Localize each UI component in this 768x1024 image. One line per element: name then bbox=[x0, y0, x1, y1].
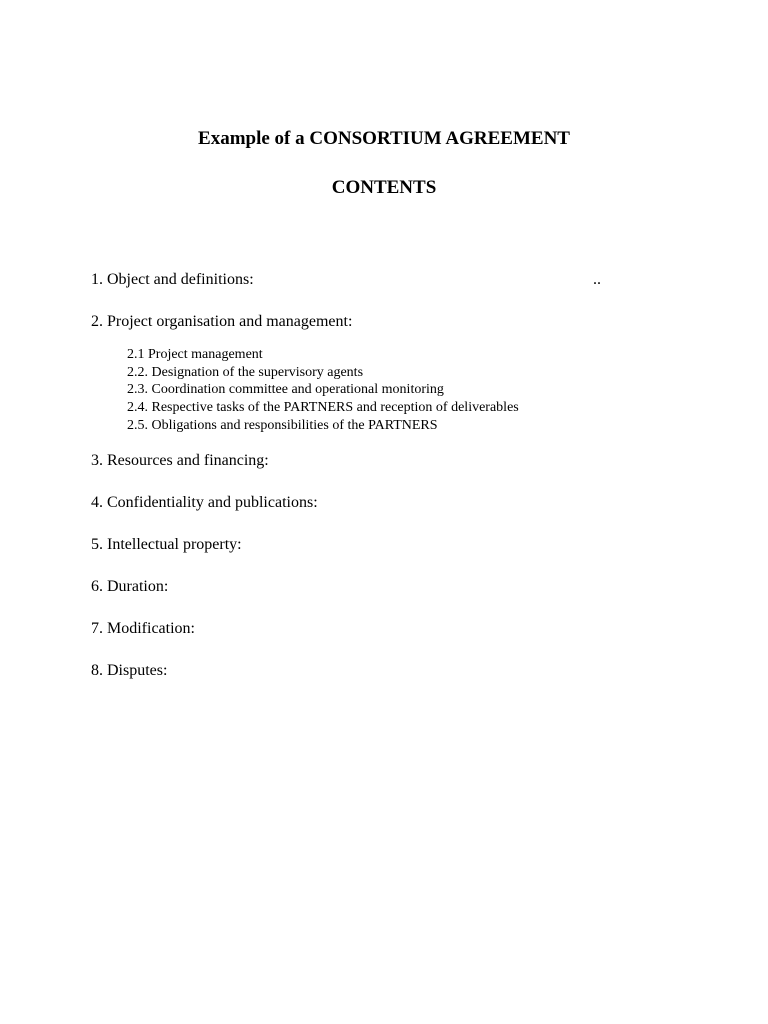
toc-item-resources-financing bbox=[91, 451, 691, 471]
toc-item-label: 4. Confidentiality and publications: bbox=[91, 493, 318, 511]
contents-heading: CONTENTS bbox=[331, 177, 437, 198]
toc-item-label: 1. Object and definitions: bbox=[91, 271, 254, 288]
toc-item-label: 7. Modification: bbox=[91, 619, 195, 637]
toc-item-leader: .. bbox=[593, 271, 601, 288]
toc-item-disputes bbox=[91, 661, 691, 681]
toc-item-label: 5. Intellectual property: bbox=[91, 535, 242, 553]
toc-item-duration bbox=[91, 577, 691, 597]
toc-subsection-list bbox=[127, 346, 691, 435]
table-of-contents bbox=[91, 270, 691, 703]
toc-item-intellectual-property bbox=[91, 535, 691, 555]
toc-item-label: 2. Project organisation and management: bbox=[91, 313, 353, 330]
toc-item-object-definitions bbox=[91, 270, 691, 290]
toc-item-project-organisation bbox=[91, 312, 691, 332]
toc-item-label: 6. Duration: bbox=[91, 577, 169, 595]
toc-subitem-project-management: 2.1 Project management bbox=[127, 347, 263, 362]
toc-item-label: 8. Disputes: bbox=[91, 661, 168, 679]
toc-item-confidentiality bbox=[91, 493, 691, 513]
toc-subitem-partner-tasks: 2.4. Respective tasks of the PARTNERS and reception of deliverables bbox=[127, 400, 519, 416]
toc-subitem-partner-obligations: 2.5. Obligations and responsibilities of the PARTNERS bbox=[127, 417, 438, 433]
toc-subitem-supervisory-agents: 2.2. Designation of the supervisory agents bbox=[127, 364, 364, 380]
toc-item-label: 3. Resources and financing: bbox=[91, 451, 269, 469]
document-title: Example of a CONSORTIUM AGREEMENT bbox=[198, 128, 570, 149]
toc-subitem-coordination-committee: 2.3. Coordination committee and operational monitoring bbox=[127, 382, 444, 398]
toc-item-modification bbox=[91, 619, 691, 639]
